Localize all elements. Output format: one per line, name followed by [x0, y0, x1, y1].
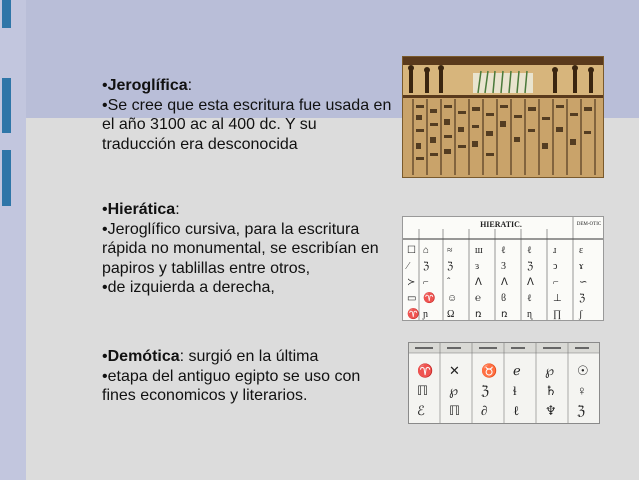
svg-text:ℿ: ℿ	[417, 383, 429, 398]
svg-text:ɛ: ɛ	[579, 245, 584, 256]
svg-text:ℓ: ℓ	[527, 245, 532, 256]
svg-text:Ω: Ω	[447, 309, 455, 320]
svg-text:ռ: ռ	[475, 309, 482, 320]
svg-text:ℓ: ℓ	[501, 245, 506, 256]
svg-text:ɹ: ɹ	[553, 245, 557, 256]
hieratic-table-image	[402, 216, 604, 321]
accent-bar	[2, 0, 11, 28]
svg-text:ↄ: ↄ	[553, 261, 558, 272]
demotic-table-image	[408, 342, 600, 424]
bullet: •	[102, 201, 108, 218]
left-strip	[0, 0, 26, 480]
svg-text:♈: ♈	[423, 293, 436, 304]
svg-text:▭: ▭	[407, 293, 417, 304]
svg-text:ℿ: ℿ	[449, 403, 461, 418]
svg-text:ℨ: ℨ	[527, 261, 534, 272]
section-heading	[102, 200, 392, 220]
svg-text:ш: ш	[475, 245, 483, 256]
svg-text:♈: ♈	[417, 363, 434, 378]
section-text: •Jeroglífico cursiva, para la escritura rápida no monumental, se escribían en papiros y tablillas entre otros,	[102, 220, 379, 277]
bullet: •	[102, 77, 108, 94]
demotic-corner-label: DEM-OTIC	[576, 222, 602, 227]
svg-text:⌂: ⌂	[423, 245, 430, 256]
section-demotica	[102, 347, 392, 406]
svg-text:∽: ∽	[579, 277, 588, 288]
svg-text:✕: ✕	[449, 363, 460, 378]
svg-text:⌐: ⌐	[423, 277, 429, 288]
svg-text:∏: ∏	[553, 309, 562, 320]
term-hieratica: Hierática	[107, 201, 176, 218]
svg-text:ɜ: ɜ	[475, 261, 480, 272]
svg-text:ռ: ռ	[501, 309, 508, 320]
svg-text:ℯ: ℯ	[513, 363, 521, 378]
section-text: •Se cree que esta escritura fue usada en el año 3100 ac al 400 dc. Y su traducción era desconocida	[102, 96, 392, 153]
svg-text:ᐱ: ᐱ	[527, 277, 534, 288]
svg-text:3: 3	[501, 261, 506, 272]
svg-text:℘: ℘	[449, 383, 459, 398]
svg-text:⁄: ⁄	[407, 261, 409, 272]
svg-text:ˆ: ˆ	[447, 277, 451, 288]
svg-text:♀: ♀	[577, 383, 587, 398]
svg-text:♄: ♄	[545, 383, 557, 398]
svg-text:≈: ≈	[447, 245, 453, 256]
svg-text:ℓ: ℓ	[513, 403, 520, 418]
svg-text:☐: ☐	[407, 245, 416, 256]
colon: :	[175, 201, 180, 218]
svg-text:ℨ: ℨ	[481, 383, 490, 398]
svg-text:⌐: ⌐	[553, 277, 559, 288]
section-heading	[102, 76, 392, 96]
svg-text:∂: ∂	[481, 403, 488, 418]
colon: :	[187, 77, 193, 94]
svg-text:♈: ♈	[407, 309, 420, 320]
svg-text:≻: ≻	[407, 277, 416, 288]
bullet: •	[102, 348, 108, 365]
svg-text:ℰ: ℰ	[417, 403, 425, 418]
svg-text:⊥: ⊥	[553, 293, 562, 304]
svg-text:ɳ: ɳ	[527, 309, 532, 320]
svg-text:℮: ℮	[475, 293, 482, 304]
svg-text:☺: ☺	[447, 293, 458, 304]
section-text: •etapa del antiguo egipto se uso con fines economicos y literarios.	[102, 367, 361, 404]
papyrus-image	[402, 56, 604, 178]
term-jeroglifica: Jeroglífica	[107, 77, 188, 94]
section-heading	[102, 347, 392, 367]
section-hieratica	[102, 200, 392, 298]
accent-bar	[2, 150, 11, 206]
svg-text:☉: ☉	[577, 363, 589, 378]
svg-text:ɲ: ɲ	[423, 309, 428, 320]
accent-bar	[2, 78, 11, 133]
svg-text:℘: ℘	[545, 363, 555, 378]
hieratic-title: HIERATIC.	[480, 220, 522, 229]
section-text: •de izquierda a derecha,	[102, 279, 275, 296]
svg-text:ℨ: ℨ	[577, 403, 586, 418]
svg-text:♉: ♉	[481, 363, 498, 378]
svg-text:ℓ: ℓ	[527, 293, 532, 304]
section-heading-rest: : surgió en la última	[179, 348, 319, 365]
svg-text:ɤ: ɤ	[579, 261, 584, 272]
svg-text:ɬ: ɬ	[513, 383, 517, 398]
svg-text:ʃ: ʃ	[579, 309, 583, 320]
svg-text:ℨ: ℨ	[423, 261, 430, 272]
section-jeroglifica	[102, 76, 392, 154]
svg-text:♆: ♆	[545, 403, 557, 418]
svg-text:ᐱ: ᐱ	[475, 277, 482, 288]
svg-text:ℨ: ℨ	[579, 293, 586, 304]
svg-text:ℨ: ℨ	[447, 261, 454, 272]
svg-text:ᐱ: ᐱ	[501, 277, 508, 288]
svg-text:ϐ: ϐ	[501, 293, 507, 304]
term-demotica: Demótica	[107, 348, 180, 365]
